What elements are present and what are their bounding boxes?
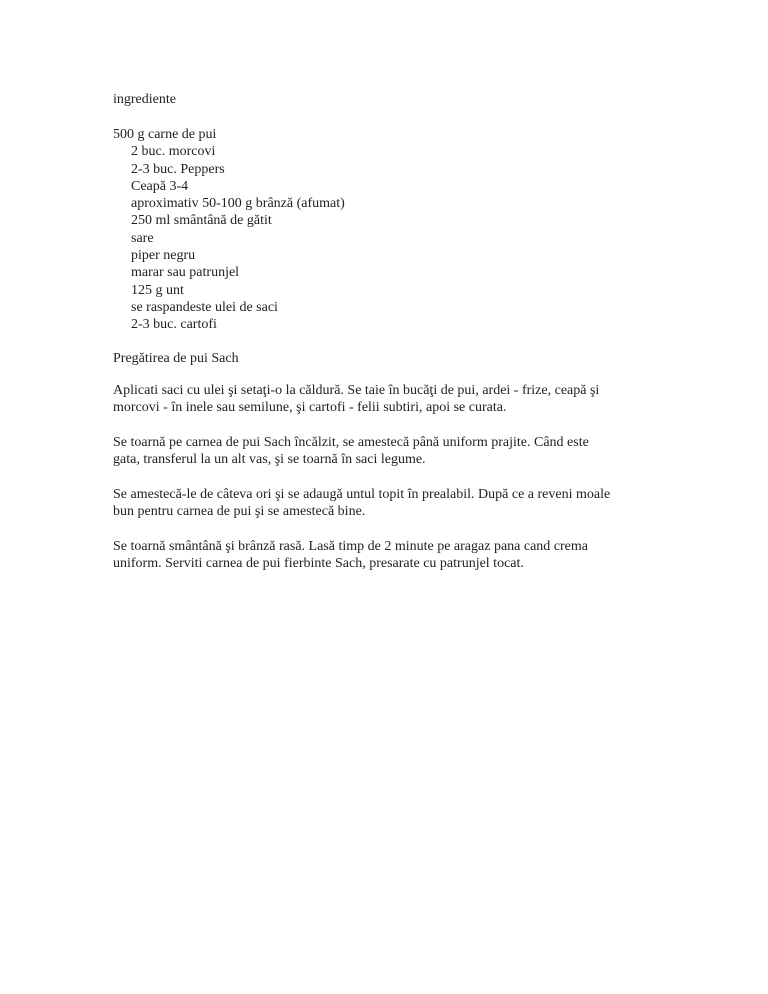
- ingredient-item: 2-3 buc. Peppers: [131, 161, 225, 177]
- paragraph-line: bun pentru carnea de pui şi se amestecă bine.: [113, 504, 366, 520]
- paragraph: [113, 434, 658, 469]
- ingredient-item: Ceapă 3-4: [131, 178, 189, 194]
- ingredient-item: 500 g carne de pui: [113, 127, 217, 142]
- ingredient-item: se raspandeste ulei de saci: [131, 299, 278, 315]
- paragraph-line: gata, transferul la un alt vas, şi se toarnă în saci legume.: [113, 452, 426, 468]
- ingredients-list: [113, 126, 658, 334]
- ingredient-item: 125 g unt: [131, 282, 184, 298]
- document-page: [113, 91, 658, 590]
- paragraph: [113, 538, 658, 573]
- ingredient-item: 250 ml smântână de gătit: [131, 213, 272, 229]
- paragraph-line: uniform. Serviti carnea de pui fierbinte Sach, presarate cu patrunjel tocat.: [113, 556, 524, 572]
- paragraph: [113, 382, 658, 417]
- ingredient-item: 2 buc. morcovi: [131, 144, 216, 160]
- ingredient-item: 2-3 buc. cartofi: [131, 317, 217, 333]
- paragraph-line: Se toarnă pe carnea de pui Sach încălzit, se amestecă până uniform prajite. Când este: [113, 434, 589, 450]
- preparation-heading: Pregătirea de pui Sach: [113, 350, 239, 366]
- paragraph-line: morcovi - în inele sau semilune, şi cartofi - felii subtiri, apoi se curata.: [113, 400, 507, 416]
- paragraph: [113, 486, 658, 521]
- ingredient-item: sare: [131, 230, 154, 246]
- ingredient-item: piper negru: [131, 248, 196, 264]
- ingredients-heading: ingrediente: [113, 92, 176, 107]
- paragraph-line: Se toarnă smântână şi brânză rasă. Lasă timp de 2 minute pe aragaz pana cand crema: [113, 538, 589, 554]
- ingredient-item: marar sau patrunjel: [131, 265, 240, 281]
- paragraph-line: Aplicati saci cu ulei şi setaţi-o la căldură. Se taie în bucăţi de pui, ardei - frize, ceapă şi: [113, 382, 600, 398]
- paragraph-line: Se amestecă-le de câteva ori şi se adaugă untul topit în prealabil. După ce a reveni moale: [113, 486, 611, 502]
- ingredient-item: aproximativ 50-100 g brânză (afumat): [131, 196, 345, 212]
